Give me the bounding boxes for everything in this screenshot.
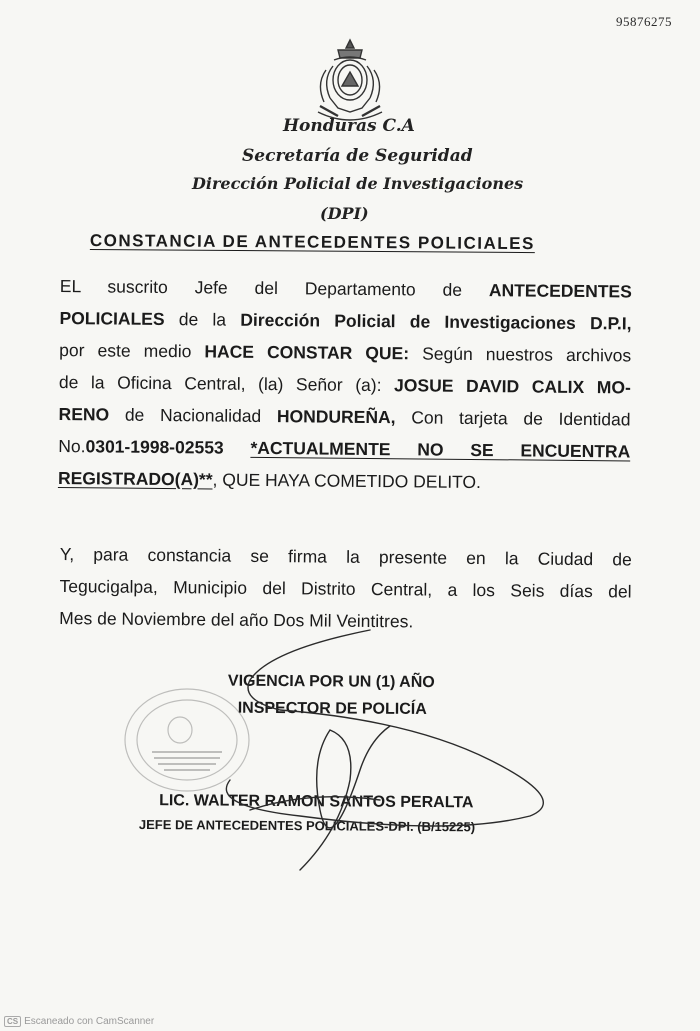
signatory-position: JEFE DE ANTECEDENTES POLICIALES-DPI. (B/15225) <box>138 816 476 835</box>
inspector-title: INSPECTOR DE POLICÍA <box>237 699 427 719</box>
signing-paragraph <box>59 538 632 639</box>
header-secretariat: Secretaría de Seguridad <box>242 146 473 166</box>
camscanner-icon: CS <box>4 1016 21 1027</box>
id-number: 0301-1998-02553 <box>85 436 224 458</box>
signatory-name: LIC. WALTER RAMON SANTOS PERALTA <box>159 792 474 812</box>
p1-line-3: por este medio HACE CONSTAR QUE: Según nuestros archivos <box>59 339 632 366</box>
header-country: Honduras C.A <box>283 116 415 136</box>
validity-text: VIGENCIA POR UN (1) AÑO <box>227 672 435 692</box>
scanner-watermark: CS Escaneado con CamScanner <box>4 1016 154 1027</box>
serial-number: 95876275 <box>616 14 672 29</box>
p1-line-5: RENO de Nacionalidad HONDUREÑA, Con tarjeta de Identidad <box>58 403 631 430</box>
official-seal-icon <box>122 686 252 794</box>
header-direction: Dirección Policial de Investigaciones <box>192 174 524 193</box>
coat-of-arms-icon <box>308 36 392 122</box>
header-acronym: (DPI) <box>320 204 369 223</box>
person-name: JOSUE DAVID CALIX MO- <box>394 375 631 398</box>
p1-line-6: No.0301-1998-02553 *ACTUALMENTE NO SE ENCUENTRA <box>58 435 631 462</box>
p1-line-7: REGISTRADO(A)**, QUE HAYA COMETIDO DELITO. <box>57 467 482 493</box>
p1-line-2: POLICIALES de la Dirección Policial de Investigaciones D.P.I, <box>59 307 632 334</box>
p1-line-1: EL suscrito Jefe del Departamento de ANTECEDENTES <box>59 275 632 302</box>
p2-line-1: Y, para constancia se firma la presente en la Ciudad de <box>59 543 632 570</box>
p2-line-3: Mes de Noviembre del año Dos Mil Veintitres. <box>59 607 414 632</box>
day-value: Seis <box>510 580 545 601</box>
signature-block <box>138 672 580 835</box>
certification-paragraph <box>58 270 632 499</box>
document-title: CONSTANCIA DE ANTECEDENTES POLICIALES <box>89 231 535 254</box>
p2-line-2: Tegucigalpa, Municipio del Distrito Central, a los Seis días del <box>59 575 632 602</box>
p1-line-4: de la Oficina Central, (la) Señor (a): JOSUE DAVID CALIX MO- <box>58 371 631 398</box>
